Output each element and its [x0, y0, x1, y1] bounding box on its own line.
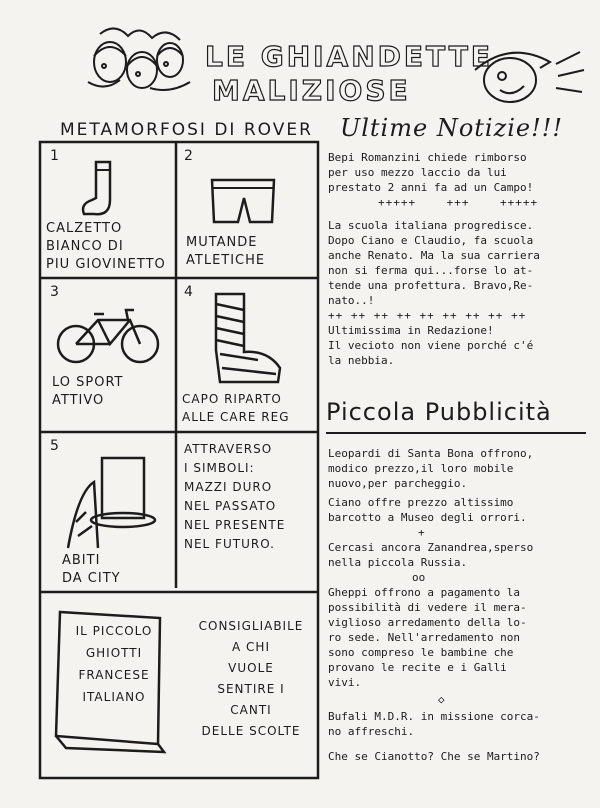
acorns-illustration — [80, 22, 200, 97]
panel-1-number: 1 — [50, 148, 59, 164]
news-section-heading: Ultime Notizie!!! — [340, 114, 564, 142]
scout-face-icon — [470, 40, 590, 115]
panel-1-label: CALZETTO BIANCO DI PIU GIOVINETTO — [46, 221, 166, 272]
ad-separator: + — [418, 526, 425, 539]
panel-4-label: CAPO RIPARTO ALLE CARE REG — [182, 392, 290, 424]
panel-6-label: ATTRAVERSO I SIMBOLI: MAZZI DURO NEL PASSATO NEL PRESENTE NEL FUTURO. — [184, 442, 286, 551]
classified-ad: Bufali M.D.R. in missione corca- no affreschi. — [328, 710, 540, 738]
panel-4-number: 4 — [184, 284, 193, 300]
divider — [326, 432, 586, 434]
classified-ad: Leopardi di Santa Bona offrono, modico prezzo,il loro mobile nuovo,per parcheggio. — [328, 447, 534, 490]
news-item: Ultimissima in Redazione! Il vecioto non viene porché c'é la nebbia. — [328, 324, 534, 367]
ad-separator: ◇ — [438, 693, 445, 706]
news-item: Bepi Romanzini chiede rimborso per uso mezzo laccio da lui prestato 2 anni fa ad un Campo! — [328, 151, 534, 194]
comic-section-heading: METAMORFOSI DI ROVER — [60, 120, 313, 140]
news-item: La scuola italiana progredisce. Dopo Ciano e Claudio, fa scuola anche Renato. Ma la sua carriera non si ferma qui...forse lo at- tende una profettura. Bravo,Re- nato..! — [328, 219, 540, 307]
panel-3-label: LO SPORT ATTIVO — [52, 375, 124, 408]
news-separator: ++ ++ ++ ++ ++ ++ ++ ++ ++ — [328, 309, 527, 322]
bicycle-icon — [54, 306, 164, 366]
panel-2-label: MUTANDE ATLETICHE — [186, 235, 266, 268]
classified-ad: Gheppi offrono a pagamento la possibilità di vedere il mera- viglioso arredamento della lo- ro sede. Nell'arredamento non sono compreso le bambine che provano le recite e i Galli vivi. — [328, 586, 527, 689]
classified-ad: Che se Cianotto? Che se Martino? — [328, 750, 540, 763]
comic-grid — [38, 140, 320, 780]
shorts-icon — [208, 176, 278, 226]
masthead-title-line1: LE GHIANDETTE — [205, 40, 493, 73]
top-hat-icon — [58, 452, 168, 552]
classifieds-column — [328, 446, 596, 764]
bandaged-leg-icon — [208, 290, 288, 390]
sock-icon — [80, 160, 130, 220]
panel-3-number: 3 — [50, 284, 59, 300]
masthead-title-line2: MALIZIOSE — [212, 74, 411, 107]
panel-8-label: CONSIGLIABILE A CHI VUOLE SENTIRE I CANTI DELLE SCOLTE — [198, 619, 304, 738]
classifieds-heading: Piccola Pubblicità — [326, 398, 552, 426]
news-separator: +++++ +++ +++++ — [378, 196, 539, 209]
classified-ad: Ciano offre prezzo altissimo barcotto a Museo degli orrori. — [328, 496, 527, 524]
news-column — [328, 150, 594, 368]
panel-2-number: 2 — [184, 148, 193, 164]
ad-separator: oo — [412, 571, 426, 584]
classified-ad: Cercasi ancora Zanandrea,sperso nella piccola Russia. — [328, 541, 534, 569]
panel-7-label: IL PICCOLO GHIOTTI FRANCESE ITALIANO — [75, 624, 153, 704]
panel-5-number: 5 — [50, 438, 59, 454]
panel-5-label: ABITI DA CITY — [62, 553, 121, 586]
